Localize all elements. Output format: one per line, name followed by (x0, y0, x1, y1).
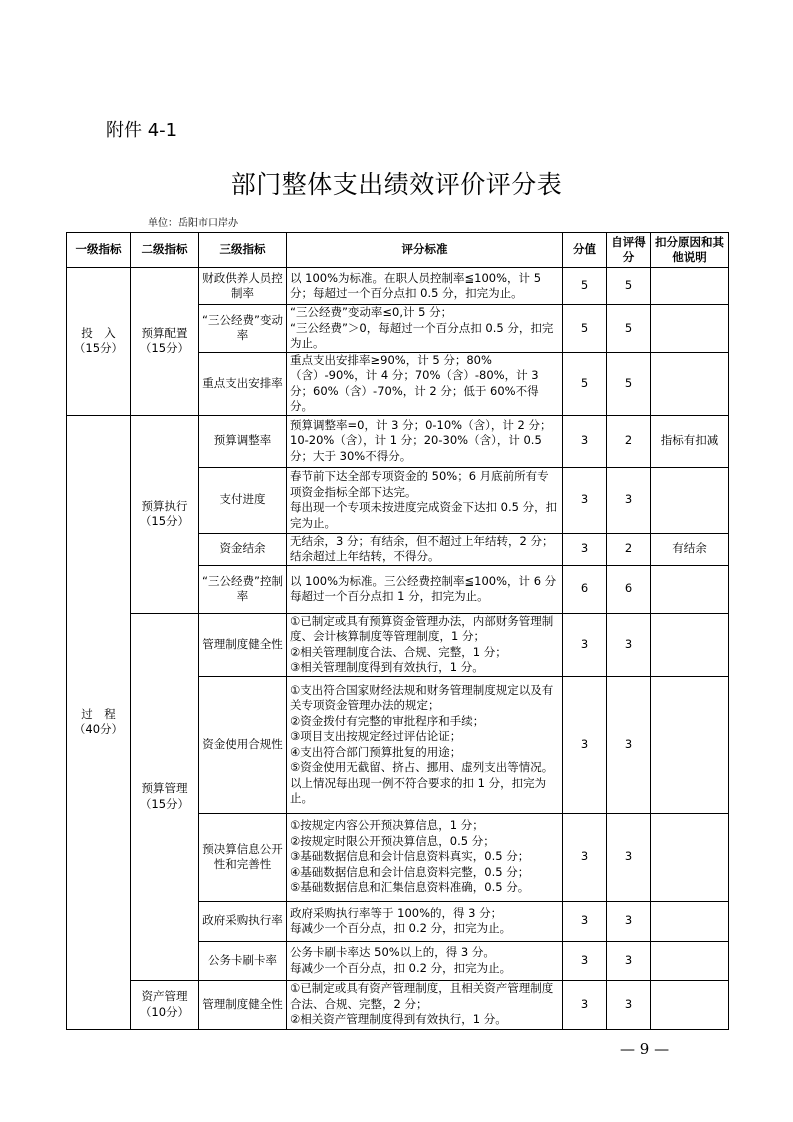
criteria-cell: 春节前下达全部专项资金的 50%；6 月底前所有专项资金指标全部下达完。 每出现一个专项未按进度完成资金下达扣 0.5 分，扣完为止。 (287, 467, 563, 533)
header-level2: 二级指标 (131, 233, 199, 268)
level2-budget-execution: 预算执行 （15分） (131, 415, 199, 613)
header-remarks: 扣分原因和其他说明 (651, 233, 729, 268)
self-score-cell: 3 (607, 901, 651, 941)
score-cell: 6 (563, 565, 607, 613)
score-table (66, 232, 729, 1030)
self-score-cell: 3 (607, 676, 651, 813)
score-cell: 3 (563, 467, 607, 533)
remark-cell (651, 676, 729, 813)
remark-cell (651, 613, 729, 676)
criteria-cell: 以 100%为标准。三公经费控制率≦100%，计 6 分 每超过一个百分点扣 1 分，扣完为止。 (287, 565, 563, 613)
self-score-cell: 6 (607, 565, 651, 613)
indicator-cell: “三公经费”控制率 (199, 565, 287, 613)
indicator-cell: “三公经费”变动率 (199, 305, 287, 353)
score-cell: 3 (563, 941, 607, 980)
indicator-cell: 预算调整率 (199, 415, 287, 467)
remark-cell: 指标有扣减 (651, 415, 729, 467)
attachment-label: 附件 4-1 (106, 120, 178, 141)
level2-asset-management: 资产管理 （10分） (131, 980, 199, 1029)
score-cell: 5 (563, 305, 607, 353)
self-score-cell: 3 (607, 613, 651, 676)
remark-cell (651, 467, 729, 533)
header-level3: 三级指标 (199, 233, 287, 268)
self-score-cell: 3 (607, 980, 651, 1029)
self-score-cell: 3 (607, 467, 651, 533)
remark-cell (651, 305, 729, 353)
header-row (67, 233, 729, 268)
score-cell: 3 (563, 415, 607, 467)
remark-cell (651, 980, 729, 1029)
indicator-cell: 资金使用合规性 (199, 676, 287, 813)
unit-label: 单位：岳阳市口岸办 (148, 218, 238, 229)
criteria-cell: ①按规定内容公开预决算信息，1 分； ②按规定时限公开预决算信息，0.5 分； ③基础数据信息和会计信息资料真实，0.5 分； ④基础数据信息和会计信息资料完整，0.5 分； ⑤基础数据信息和汇集信息资料准确，0.5 分。 (287, 813, 563, 901)
self-score-cell: 5 (607, 268, 651, 305)
table-row (67, 268, 729, 305)
criteria-cell: 公务卡刷卡率达 50%以上的，得 3 分。 每减少一个百分点，扣 0.2 分，扣完为止。 (287, 941, 563, 980)
criteria-cell: 无结余，3 分；有结余，但不超过上年结转，2 分；结余超过上年结转，不得分。 (287, 533, 563, 565)
criteria-cell: “三公经费”变动率≤0,计 5 分； “三公经费”＞0，每超过一个百分点扣 0.5 分，扣完为止。 (287, 305, 563, 353)
criteria-cell: ①已制定或具有资产管理制度，且相关资产管理制度合法、合规、完整，2 分； ②相关资产管理制度得到有效执行，1 分。 (287, 980, 563, 1029)
score-cell: 3 (563, 533, 607, 565)
score-cell: 3 (563, 676, 607, 813)
score-cell: 3 (563, 813, 607, 901)
self-score-cell: 3 (607, 941, 651, 980)
level2-budget-allocation: 预算配置 （15分） (131, 268, 199, 416)
indicator-cell: 公务卡刷卡率 (199, 941, 287, 980)
remark-cell (651, 352, 729, 415)
indicator-cell: 管理制度健全性 (199, 613, 287, 676)
score-cell: 5 (563, 352, 607, 415)
criteria-cell: 以 100%为标准。在职人员控制率≦100%，计 5 分；每超过一个百分点扣 0.5 分，扣完为止。 (287, 268, 563, 305)
self-score-cell: 5 (607, 352, 651, 415)
page-title: 部门整体支出绩效评价评分表 (230, 170, 563, 199)
criteria-cell: 预算调整率=0，计 3 分；0-10%（含），计 2 分；10-20%（含），计 1 分；20-30%（含），计 0.5 分；大于 30%不得分。 (287, 415, 563, 467)
score-cell: 3 (563, 901, 607, 941)
indicator-cell: 重点支出安排率 (199, 352, 287, 415)
header-level1: 一级指标 (67, 233, 131, 268)
criteria-cell: ①已制定或具有预算资金管理办法，内部财务管理制度、会计核算制度等管理制度，1 分； ②相关管理制度合法、合规、完整，1 分； ③相关管理制度得到有效执行，1 分。 (287, 613, 563, 676)
criteria-cell: 政府采购执行率等于 100%的，得 3 分； 每减少一个百分点，扣 0.2 分，扣完为止。 (287, 901, 563, 941)
table-row (67, 613, 729, 676)
remark-cell (651, 901, 729, 941)
self-score-cell: 2 (607, 415, 651, 467)
score-cell: 3 (563, 613, 607, 676)
self-score-cell: 3 (607, 813, 651, 901)
level2-budget-management: 预算管理 （15分） (131, 613, 199, 980)
table-row (67, 980, 729, 1029)
self-score-cell: 5 (607, 305, 651, 353)
self-score-cell: 2 (607, 533, 651, 565)
remark-cell (651, 813, 729, 901)
header-score: 分值 (563, 233, 607, 268)
score-cell: 5 (563, 268, 607, 305)
level1-input: 投 入 （15分） (67, 268, 131, 416)
page-number: — 9 — (620, 1040, 670, 1058)
remark-cell: 有结余 (651, 533, 729, 565)
remark-cell (651, 941, 729, 980)
criteria-cell: ①支出符合国家财经法规和财务管理制度规定以及有关专项资金管理办法的规定； ②资金拨付有完整的审批程序和手续； ③项目支出按规定经过评估论证； ④支出符合部门预算批复的用途； ⑤资金使用无截留、挤占、挪用、虚列支出等情况。 以上情况每出现一例不符合要求的扣 1 分，扣完为止。 (287, 676, 563, 813)
score-cell: 3 (563, 980, 607, 1029)
indicator-cell: 资金结余 (199, 533, 287, 565)
level1-process: 过 程 （40分） (67, 415, 131, 1029)
remark-cell (651, 268, 729, 305)
indicator-cell: 预决算信息公开性和完善性 (199, 813, 287, 901)
table-row (67, 415, 729, 467)
indicator-cell: 支付进度 (199, 467, 287, 533)
indicator-cell: 管理制度健全性 (199, 980, 287, 1029)
indicator-cell: 政府采购执行率 (199, 901, 287, 941)
header-self-score: 自评得分 (607, 233, 651, 268)
remark-cell (651, 565, 729, 613)
criteria-cell: 重点支出安排率≥90%，计 5 分；80%（含）-90%，计 4 分；70%（含）-80%，计 3 分；60%（含）-70%，计 2 分；低于 60%不得分。 (287, 352, 563, 415)
indicator-cell: 财政供养人员控制率 (199, 268, 287, 305)
header-criteria: 评分标准 (287, 233, 563, 268)
